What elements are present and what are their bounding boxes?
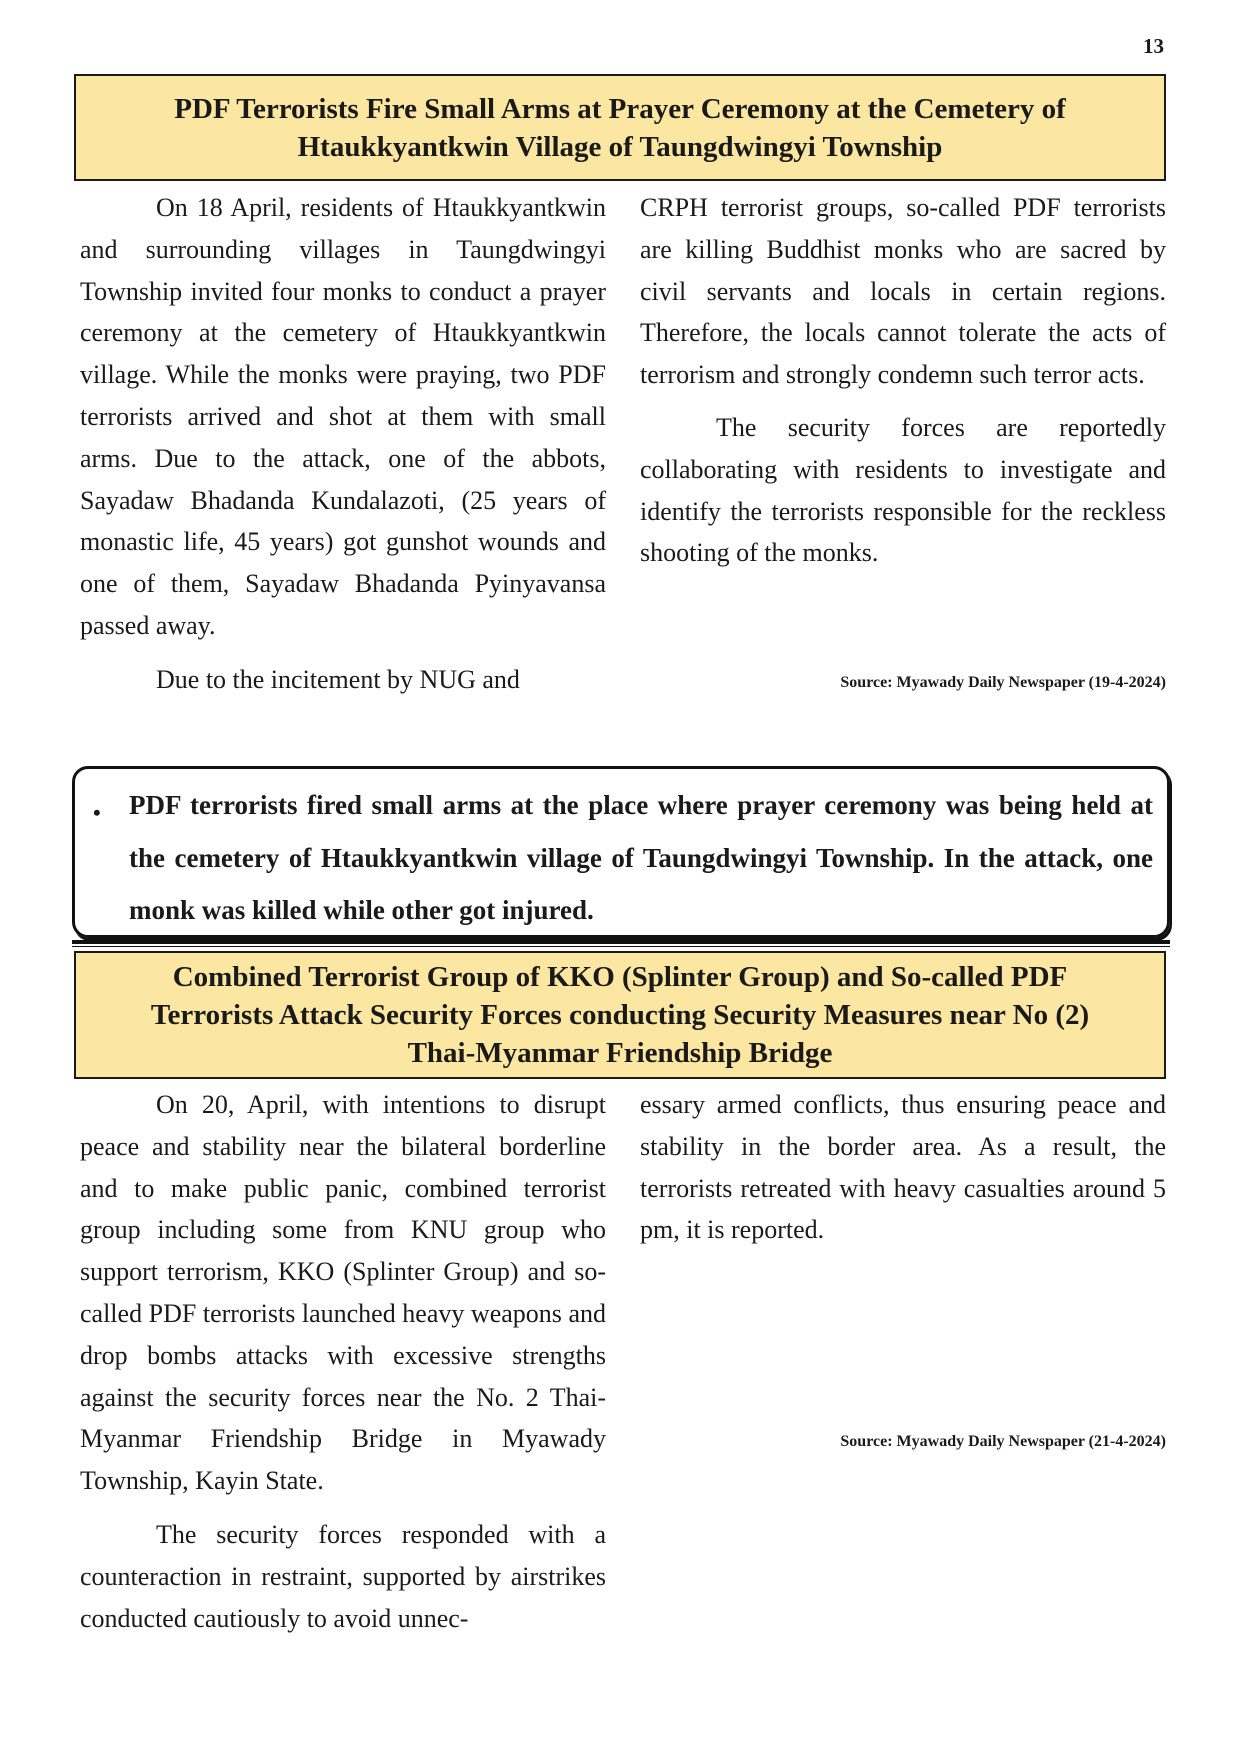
article-2-right-column <box>640 1084 1166 1251</box>
article-1-paragraph-2: Due to the incitement by NUG and <box>156 664 520 694</box>
section-divider <box>72 940 1170 944</box>
article-2-title-line-3: Thai-Myanmar Friendship Bridge <box>407 1037 833 1069</box>
article-2-paragraph-2: The security forces responded with a counteraction in restraint, supported by airstrikes conducted cautiously to avoid unnec- <box>80 1519 606 1633</box>
article-2-title-line-2: Terrorists Attack Security Forces conducting Security Measures near No (2) <box>150 999 1090 1031</box>
article-1-source: Source: Myawady Daily Newspaper (19-4-2024) <box>840 674 1166 691</box>
article-1-left-column <box>80 187 606 701</box>
page-number: 13 <box>1143 34 1164 58</box>
article-2-left-column <box>80 1084 606 1639</box>
article-2-title-line-1: Combined Terrorist Group of KKO (Splinter Group) and So-called PDF <box>172 961 1068 993</box>
summary-text: PDF terrorists fired small arms at the place where prayer ceremony was being held at the cemetery of Htaukkyantkwin village of Taungdwingyi Township. In the attack, one monk was killed while other got injured. <box>129 790 1153 925</box>
article-1-title <box>74 74 1166 181</box>
summary-box <box>72 766 1170 938</box>
article-2-source: Source: Myawady Daily Newspaper (21-4-2024) <box>840 1433 1166 1450</box>
article-2-paragraph-1: On 20, April, with intentions to disrupt peace and stability near the bilateral borderline and to make public panic, combined terrorist group including some from KNU group who support terrorism, KKO (Splinter Group) and so-called PDF terrorists launched heavy weapons and drop bombs attacks with excessive strengths against the security forces near the No. 2 Thai-Myanmar Friendship Bridge in Myawady Township, Kayin State. <box>80 1090 606 1496</box>
article-2-title <box>74 951 1166 1079</box>
article-1-paragraph-3: CRPH terrorist groups, so-called PDF terrorists are killing Buddhist monks who are sacred by civil servants and locals in certain regions. Therefore, the locals cannot tolerate the acts of terrorism and strongly condemn such terror acts. <box>640 193 1166 390</box>
article-1-paragraph-4: The security forces are reportedly collaborating with residents to investigate and identify the terrorists responsible for the reckless shooting of the monks. <box>640 412 1166 568</box>
article-1-title-line-2: Htaukkyantkwin Village of Taungdwingyi Township <box>297 130 943 163</box>
article-2-paragraph-3: essary armed conflicts, thus ensuring peace and stability in the border area. As a result, the terrorists retreated with heavy casualties around 5 pm, it is reported. <box>640 1090 1166 1245</box>
article-1-paragraph-1: On 18 April, residents of Htaukkyantkwin and surrounding villages in Taungdwingyi Township invited four monks to conduct a prayer ceremony at the cemetery of Htaukkyantkwin village. While the monks were praying, two PDF terrorists arrived and shot at them with small arms. Due to the attack, one of the abbots, Sayadaw Bhadanda Kundalazoti, (25 years of monastic life, 45 years) got gunshot wounds and one of them, Sayadaw Bhadanda Pyinyavansa passed away. <box>80 193 606 640</box>
article-1-right-column <box>640 187 1166 574</box>
bullet-icon: • <box>93 800 101 825</box>
article-1-title-line-1: PDF Terrorists Fire Small Arms at Prayer Ceremony at the Cemetery of <box>174 92 1066 125</box>
section-divider-thin <box>72 946 1170 947</box>
